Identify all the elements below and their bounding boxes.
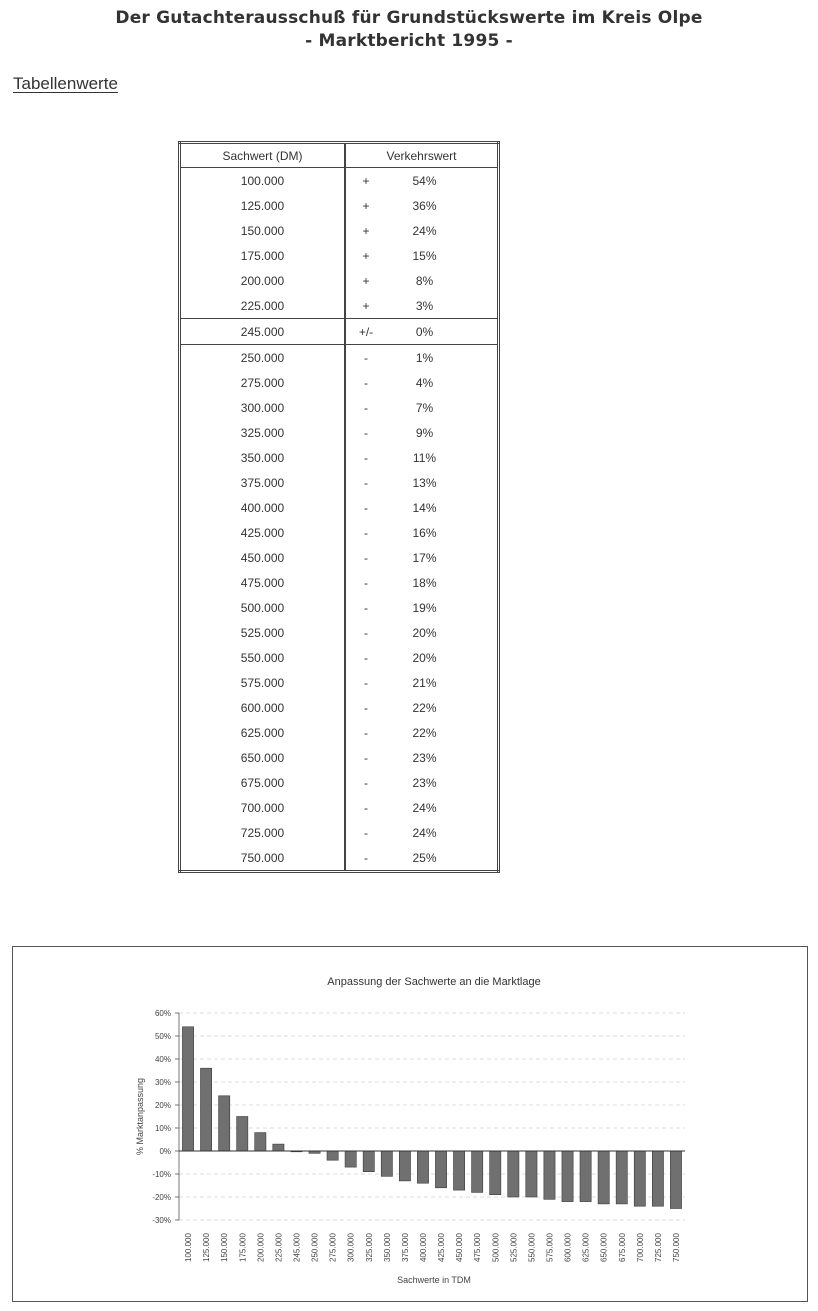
table-row	[180, 370, 499, 395]
table-row	[180, 243, 499, 268]
table-row	[180, 545, 499, 570]
cell-sign: -	[364, 425, 368, 440]
cell-verkehrswert: 15%	[412, 248, 437, 263]
cell-sign: -	[364, 500, 368, 515]
cell-sachwert: 150.000	[180, 218, 346, 243]
cell-sign: -	[364, 400, 368, 415]
cell-sign: -	[364, 550, 368, 565]
bar	[237, 1117, 248, 1152]
cell-verkehrswert: 19%	[412, 600, 437, 615]
x-tick-label: 400.000	[418, 1233, 428, 1262]
cell-sign: +/-	[345, 319, 386, 345]
table-row	[180, 845, 499, 872]
cell-verkehrswert: 13%	[412, 475, 437, 490]
table-row	[180, 495, 499, 520]
x-tick-label: 750.000	[671, 1233, 681, 1262]
cell-sachwert: 750.000	[180, 845, 346, 872]
cell-sign: -	[364, 600, 368, 615]
cell-sign: +	[362, 223, 370, 238]
cell-sign: +	[362, 273, 370, 288]
cell-verkehrswert: 20%	[412, 625, 437, 640]
cell-sign: -	[364, 775, 368, 790]
bar	[255, 1133, 266, 1151]
x-tick-label: 525.000	[509, 1233, 519, 1262]
cell-verkehrswert: 24%	[412, 800, 437, 815]
bar	[219, 1096, 230, 1151]
cell-sign: +	[362, 298, 370, 313]
x-tick-label: 550.000	[527, 1233, 537, 1262]
value-table	[178, 141, 500, 873]
table-header-row	[180, 143, 499, 168]
bar	[345, 1151, 356, 1167]
bar	[490, 1151, 501, 1195]
cell-verkehrswert: 18%	[412, 575, 437, 590]
table-row	[180, 470, 499, 495]
y-tick-label: 60%	[154, 1009, 171, 1018]
cell-sign: -	[364, 625, 368, 640]
cell-verkehrswert: 24%	[412, 223, 437, 238]
x-tick-label: 375.000	[400, 1233, 410, 1262]
x-tick-label: 475.000	[473, 1233, 483, 1262]
cell-verkehrswert: 25%	[412, 850, 437, 865]
x-tick-label: 225.000	[274, 1233, 284, 1262]
cell-sachwert: 125.000	[180, 193, 346, 218]
table-row	[180, 193, 499, 218]
x-tick-label: 350.000	[382, 1233, 392, 1262]
bar	[381, 1151, 392, 1176]
cell-sign: -	[364, 750, 368, 765]
bar	[580, 1151, 591, 1202]
cell-sign: +	[362, 173, 370, 188]
cell-sachwert: 175.000	[180, 243, 346, 268]
bar	[201, 1068, 212, 1151]
cell-sign: -	[364, 450, 368, 465]
table-body	[180, 168, 499, 872]
bar	[670, 1151, 681, 1209]
column-header-verkehrswert: Verkehrswert	[345, 143, 499, 168]
cell-sign: -	[364, 800, 368, 815]
bar	[508, 1151, 519, 1197]
bar	[273, 1144, 284, 1151]
cell-sachwert: 245.000	[180, 319, 346, 345]
x-tick-label: 625.000	[581, 1233, 591, 1262]
bar-chart	[13, 947, 809, 1303]
table-row	[180, 445, 499, 470]
cell-sign: -	[364, 475, 368, 490]
cell-verkehrswert: 3%	[415, 298, 434, 313]
bar	[327, 1151, 338, 1160]
cell-verkehrswert: 54%	[412, 173, 437, 188]
cell-sachwert: 275.000	[180, 370, 346, 395]
cell-sachwert: 100.000	[180, 168, 346, 194]
x-tick-label: 245.000	[292, 1233, 302, 1262]
table-row	[180, 620, 499, 645]
y-tick-label: 0%	[159, 1147, 171, 1156]
x-tick-label: 100.000	[184, 1233, 194, 1262]
table-row	[180, 645, 499, 670]
cell-sachwert: 675.000	[180, 770, 346, 795]
x-tick-label: 725.000	[653, 1233, 663, 1262]
cell-sachwert: 450.000	[180, 545, 346, 570]
cell-sachwert: 425.000	[180, 520, 346, 545]
cell-sachwert: 725.000	[180, 820, 346, 845]
cell-sachwert: 300.000	[180, 395, 346, 420]
cell-sachwert: 600.000	[180, 695, 346, 720]
x-tick-label: 650.000	[599, 1233, 609, 1262]
x-tick-label: 500.000	[491, 1233, 501, 1262]
cell-sachwert: 650.000	[180, 745, 346, 770]
bar	[417, 1151, 428, 1183]
x-tick-label: 425.000	[437, 1233, 447, 1262]
bar	[472, 1151, 483, 1192]
section-heading: Tabellenwerte	[13, 74, 118, 93]
table-row	[180, 770, 499, 795]
bar	[544, 1151, 555, 1199]
cell-sachwert: 700.000	[180, 795, 346, 820]
x-tick-label: 175.000	[238, 1233, 248, 1262]
cell-verkehrswert: 0%	[386, 319, 499, 345]
y-axis-label: % Marktanpassung	[135, 1077, 145, 1156]
x-tick-label: 575.000	[545, 1233, 555, 1262]
cell-sign: -	[364, 525, 368, 540]
page-subtitle: - Marktbericht 1995 -	[305, 31, 513, 51]
cell-verkehrswert: 9%	[415, 425, 434, 440]
cell-sachwert: 350.000	[180, 445, 346, 470]
table-row	[180, 293, 499, 319]
column-header-sachwert: Sachwert (DM)	[180, 143, 346, 168]
bar	[363, 1151, 374, 1172]
x-tick-label: 125.000	[202, 1233, 212, 1262]
table-row	[180, 168, 499, 194]
y-tick-label: 30%	[154, 1078, 171, 1087]
table-row	[180, 595, 499, 620]
y-tick-label: 20%	[154, 1101, 171, 1110]
cell-sign: -	[364, 675, 368, 690]
cell-verkehrswert: 24%	[412, 825, 437, 840]
x-tick-label: 150.000	[220, 1233, 230, 1262]
table-row	[180, 670, 499, 695]
cell-sachwert: 550.000	[180, 645, 346, 670]
cell-sign: -	[364, 650, 368, 665]
x-tick-label: 700.000	[635, 1233, 645, 1262]
cell-sign: -	[364, 700, 368, 715]
x-tick-label: 250.000	[310, 1233, 320, 1262]
cell-verkehrswert: 36%	[412, 198, 437, 213]
table-row	[180, 820, 499, 845]
table-row	[180, 420, 499, 445]
cell-verkehrswert: 22%	[412, 700, 437, 715]
cell-verkehrswert: 20%	[412, 650, 437, 665]
cell-verkehrswert: 8%	[415, 273, 434, 288]
table-row	[180, 395, 499, 420]
cell-sign: -	[364, 350, 368, 365]
bar	[652, 1151, 663, 1206]
x-tick-label: 325.000	[364, 1233, 374, 1262]
cell-sachwert: 250.000	[180, 345, 346, 371]
cell-sign: +	[362, 198, 370, 213]
cell-sachwert: 325.000	[180, 420, 346, 445]
bar	[562, 1151, 573, 1202]
chart-title: Anpassung der Sachwerte an die Marktlage	[327, 976, 541, 988]
cell-verkehrswert: 23%	[412, 750, 437, 765]
bar	[634, 1151, 645, 1206]
x-tick-label: 200.000	[256, 1233, 266, 1262]
page-title: Der Gutachterausschuß für Grundstückswerte im Kreis Olpe	[115, 8, 703, 28]
x-axis-label: Sachwerte in TDM	[397, 1275, 471, 1285]
cell-sign: -	[364, 575, 368, 590]
x-tick-label: 275.000	[328, 1233, 338, 1262]
y-tick-label: 40%	[154, 1055, 171, 1064]
table-row	[180, 520, 499, 545]
cell-sachwert: 225.000	[180, 293, 346, 319]
table-row	[180, 720, 499, 745]
cell-verkehrswert: 7%	[415, 400, 434, 415]
table-row	[180, 268, 499, 293]
table-row-pivot	[180, 319, 499, 345]
cell-verkehrswert: 17%	[412, 550, 437, 565]
x-tick-label: 600.000	[563, 1233, 573, 1262]
bar	[454, 1151, 465, 1190]
cell-sachwert: 475.000	[180, 570, 346, 595]
cell-sign: -	[364, 725, 368, 740]
x-tick-label: 300.000	[346, 1233, 356, 1262]
table-row	[180, 745, 499, 770]
y-tick-label: 10%	[154, 1124, 171, 1133]
cell-sign: -	[364, 850, 368, 865]
y-tick-label: 50%	[154, 1032, 171, 1041]
cell-sign: -	[364, 825, 368, 840]
bar	[399, 1151, 410, 1181]
bar	[435, 1151, 446, 1188]
y-tick-label: -10%	[152, 1170, 171, 1179]
bar	[182, 1027, 193, 1151]
cell-sachwert: 575.000	[180, 670, 346, 695]
table-row	[180, 795, 499, 820]
cell-verkehrswert: 22%	[412, 725, 437, 740]
cell-verkehrswert: 14%	[412, 500, 437, 515]
table-row	[180, 218, 499, 243]
cell-verkehrswert: 1%	[415, 350, 434, 365]
cell-verkehrswert: 4%	[415, 375, 434, 390]
cell-verkehrswert: 21%	[412, 675, 437, 690]
bar	[598, 1151, 609, 1204]
cell-verkehrswert: 11%	[412, 450, 437, 465]
cell-sachwert: 375.000	[180, 470, 346, 495]
cell-sachwert: 525.000	[180, 620, 346, 645]
table-row	[180, 570, 499, 595]
cell-sign: -	[364, 375, 368, 390]
chart-frame	[12, 946, 808, 1302]
x-tick-label: 450.000	[455, 1233, 465, 1262]
cell-sachwert: 625.000	[180, 720, 346, 745]
cell-verkehrswert: 23%	[412, 775, 437, 790]
bar	[616, 1151, 627, 1204]
cell-sachwert: 400.000	[180, 495, 346, 520]
cell-sachwert: 200.000	[180, 268, 346, 293]
cell-verkehrswert: 16%	[412, 525, 437, 540]
table-row	[180, 345, 499, 371]
cell-sachwert: 500.000	[180, 595, 346, 620]
table-row	[180, 695, 499, 720]
bar	[526, 1151, 537, 1197]
x-tick-label: 675.000	[617, 1233, 627, 1262]
y-tick-label: -30%	[152, 1216, 171, 1225]
cell-sign: +	[362, 248, 370, 263]
y-tick-label: -20%	[152, 1193, 171, 1202]
